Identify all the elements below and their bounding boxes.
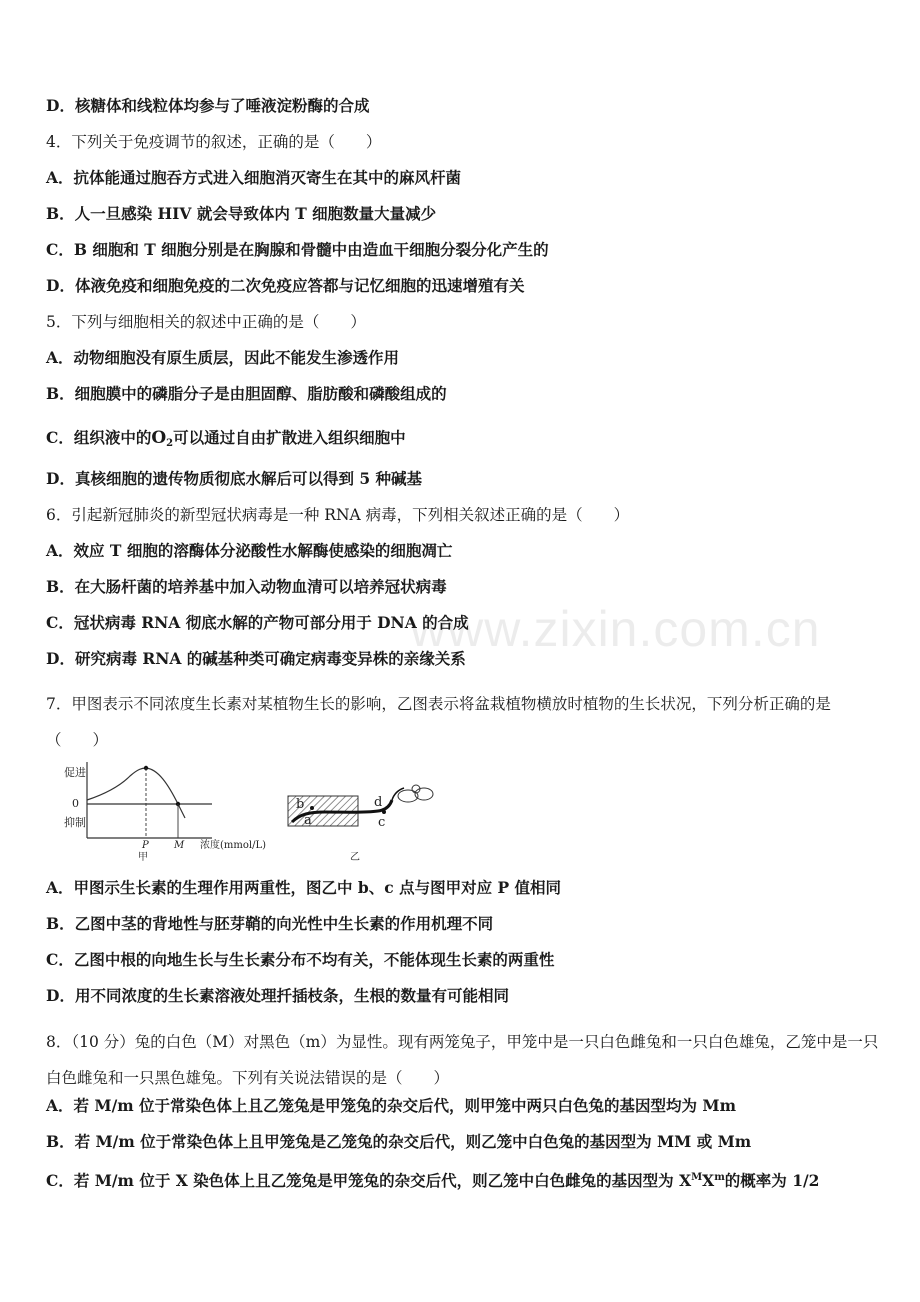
q7-stem: 7．甲图表示不同浓度生长素对某植物生长的影响，乙图表示将盆栽植物横放时植物的生长状况，下列分析正确的是（ ） bbox=[46, 695, 831, 749]
question-line: A．动物细胞没有原生质层，因此不能发生渗透作用 bbox=[46, 348, 400, 367]
question-line: A．抗体能通过胞吞方式进入细胞消灭寄生在其中的麻风杆菌 bbox=[46, 168, 462, 187]
question-line: D．体液免疫和细胞免疫的二次免疫应答都与记忆细胞的迅速增殖有关 bbox=[46, 276, 525, 295]
question-line: D．用不同浓度的生长素溶液处理扦插枝条，生根的数量有可能相同 bbox=[46, 986, 509, 1005]
label-p: P bbox=[142, 840, 149, 851]
q8c-sup-m-lower: m bbox=[714, 1172, 725, 1183]
q8-option-c bbox=[46, 1168, 819, 1191]
label-cujin: 促进 bbox=[64, 766, 86, 779]
figure-jia bbox=[64, 762, 266, 863]
q8c-x: X bbox=[702, 1171, 715, 1190]
label-m: M bbox=[174, 840, 185, 851]
question-line: C．冠状病毒 RNA 彻底水解的产物可部分用于 DNA 的合成 bbox=[46, 613, 469, 632]
watermark: www.zixin.com.cn bbox=[410, 601, 821, 657]
o2-subscript: 2 bbox=[166, 438, 174, 449]
label-yizhi: 抑制 bbox=[64, 816, 86, 829]
question-line: 4．下列关于免疫调节的叙述，正确的是（ ） bbox=[46, 133, 382, 151]
label-a: a bbox=[304, 813, 312, 828]
question-line: B．在大肠杆菌的培养基中加入动物血清可以培养冠状病毒 bbox=[46, 577, 447, 596]
q8-stem: 8．（10 分）兔的白色（M）对黑色（m）为显性。现有两笼兔子，甲笼中是一只白色雌兔和一只白色雄兔，乙笼中是一只白色雌兔和一只黑色雄兔。下列有关说法错误的是（ ） bbox=[46, 1033, 879, 1087]
question-line: B．细胞膜中的磷脂分子是由胆固醇、脂肪酸和磷酸组成的 bbox=[46, 384, 447, 403]
question-line: 6．引起新冠肺炎的新型冠状病毒是一种 RNA 病毒，下列相关叙述正确的是（ ） bbox=[46, 506, 630, 524]
caption-jia: 甲 bbox=[138, 852, 148, 863]
question-line: 5．下列与细胞相关的叙述中正确的是（ ） bbox=[46, 313, 366, 331]
question-line: A．甲图示生长素的生理作用两重性，图乙中 b、c 点与图甲对应 P 值相同 bbox=[46, 878, 562, 897]
label-b: b bbox=[296, 797, 305, 812]
question-line: B．乙图中茎的背地性与胚芽鞘的向光性中生长素的作用机理不同 bbox=[46, 914, 494, 933]
question-line: B．若 M/m 位于常染色体上且甲笼兔是乙笼兔的杂交后代，则乙笼中白色兔的基因型为 MM 或 Mm bbox=[46, 1132, 752, 1151]
q8c-sup-m-upper: M bbox=[691, 1172, 703, 1183]
question-line: C．乙图中根的向地生长与生长素分布不均有关，不能体现生长素的两重性 bbox=[46, 950, 555, 969]
q5-option-c bbox=[46, 428, 406, 454]
question-line: A．效应 T 细胞的溶酶体分泌酸性水解酶使感染的细胞凋亡 bbox=[46, 541, 453, 560]
question-line: D．真核细胞的遗传物质彻底水解后可以得到 5 种碱基 bbox=[46, 469, 423, 488]
q7-figure bbox=[60, 756, 460, 866]
label-nongdu: 浓度(mmol/L) bbox=[200, 840, 266, 851]
q8c-suffix: 的概率为 1/2 bbox=[724, 1171, 820, 1190]
question-line: D．研究病毒 RNA 的碱基种类可确定病毒变异株的亲缘关系 bbox=[46, 649, 466, 668]
o2-symbol: O bbox=[151, 428, 167, 448]
question-line: B．人一旦感染 HIV 就会导致体内 T 细胞数量大量减少 bbox=[46, 204, 437, 223]
question-line: C．B 细胞和 T 细胞分别是在胸腺和骨髓中由造血干细胞分裂分化产生的 bbox=[46, 240, 549, 259]
question-line: A．若 M/m 位于常染色体上且乙笼兔是甲笼兔的杂交后代，则甲笼中两只白色兔的基因型均为 Mm bbox=[46, 1096, 736, 1115]
caption-yi: 乙 bbox=[350, 852, 360, 863]
q5c-prefix: C．组织液中的 bbox=[46, 428, 152, 447]
q5c-suffix: 可以通过自由扩散进入组织细胞中 bbox=[173, 428, 406, 447]
label-d: d bbox=[374, 795, 383, 810]
question-line: D．核糖体和线粒体均参与了唾液淀粉酶的合成 bbox=[46, 96, 370, 115]
q8c-prefix: C．若 M/m 位于 X 染色体上且乙笼兔是甲笼兔的杂交后代，则乙笼中白色雌兔的基因型为 X bbox=[46, 1171, 692, 1190]
label-zero: 0 bbox=[72, 797, 79, 810]
label-c: c bbox=[378, 815, 386, 830]
figure-yi bbox=[288, 785, 433, 863]
